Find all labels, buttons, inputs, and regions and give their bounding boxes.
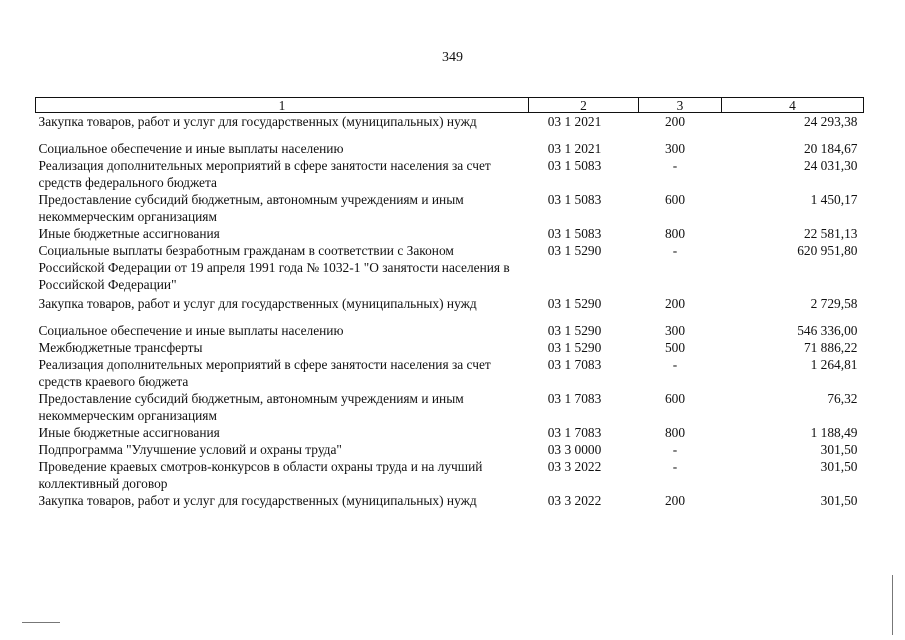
column-header-3: 3	[639, 98, 722, 113]
row-amount: 76,32	[827, 391, 858, 406]
row-name: Закупка товаров, работ и услуг для государственных (муниципальных) нужд	[38, 296, 477, 311]
row-code: 03 3 0000	[547, 442, 602, 457]
row-amount: 1 188,49	[810, 425, 858, 440]
row-code: 03 1 7083	[547, 391, 602, 406]
row-code: 03 1 2021	[547, 114, 602, 129]
row-code: 03 1 5083	[547, 158, 602, 173]
row-name: Предоставление субсидий бюджетным, автономным учреждениям и иным некоммерческим организациям	[38, 391, 464, 423]
column-header-2: 2	[529, 98, 639, 113]
table-row	[36, 191, 864, 225]
row-amount: 2 729,58	[810, 296, 858, 311]
table-row	[36, 390, 864, 424]
row-code: 03 1 7083	[547, 357, 602, 372]
row-amount: 20 184,67	[803, 141, 858, 156]
row-code: 03 3 2022	[547, 493, 602, 508]
row-type: -	[672, 357, 678, 372]
budget-table	[35, 97, 864, 509]
table-row	[36, 339, 864, 356]
table-row	[36, 424, 864, 441]
row-name: Проведение краевых смотров-конкурсов в области охраны труда и на лучший коллективный договор	[38, 459, 483, 491]
row-type: 600	[664, 391, 686, 406]
row-code: 03 1 7083	[547, 425, 602, 440]
row-name: Закупка товаров, работ и услуг для государственных (муниципальных) нужд	[38, 493, 477, 508]
row-name: Социальные выплаты безработным гражданам в соответствии с Законом Российской Федерации от 19 апреля 1991 года № 1032-1 "О занятости населения в Российской Федерации"	[38, 243, 510, 292]
row-type: -	[672, 459, 678, 474]
row-type: 800	[664, 226, 686, 241]
table-row	[36, 113, 864, 141]
row-type: 200	[664, 114, 686, 129]
row-name: Предоставление субсидий бюджетным, автономным учреждениям и иным некоммерческим организациям	[38, 192, 464, 224]
row-type: 200	[664, 493, 686, 508]
page-number: 349	[442, 50, 463, 65]
table-row	[36, 295, 864, 322]
row-code: 03 1 5083	[547, 226, 602, 241]
row-code: 03 1 5290	[547, 296, 602, 311]
row-type: -	[672, 158, 678, 173]
row-amount: 301,50	[820, 459, 858, 474]
row-code: 03 1 2021	[547, 141, 602, 156]
table-row	[36, 441, 864, 458]
row-type: 300	[664, 323, 686, 338]
row-name: Иные бюджетные ассигнования	[38, 425, 220, 440]
table-row	[36, 458, 864, 492]
row-name: Реализация дополнительных мероприятий в сфере занятости населения за счет средств федерального бюджета	[38, 158, 491, 190]
row-amount: 71 886,22	[803, 340, 858, 355]
row-type: -	[672, 442, 678, 457]
row-type: 600	[664, 192, 686, 207]
column-header-4: 4	[722, 98, 864, 113]
row-type: 200	[664, 296, 686, 311]
table-row	[36, 492, 864, 509]
row-amount: 546 336,00	[797, 323, 858, 338]
table-row	[36, 225, 864, 242]
row-amount: 620 951,80	[797, 243, 858, 258]
row-type: 500	[664, 340, 686, 355]
table-row	[36, 140, 864, 157]
row-amount: 22 581,13	[803, 226, 858, 241]
row-name: Межбюджетные трансферты	[38, 340, 203, 355]
row-code: 03 1 5290	[547, 340, 602, 355]
column-header-1: 1	[36, 98, 529, 113]
row-code: 03 1 5290	[547, 243, 602, 258]
row-type: 300	[664, 141, 686, 156]
table-row	[36, 242, 864, 295]
row-amount: 301,50	[820, 442, 858, 457]
row-type: 800	[664, 425, 686, 440]
row-amount: 1 450,17	[810, 192, 858, 207]
row-name: Закупка товаров, работ и услуг для государственных (муниципальных) нужд	[38, 114, 477, 129]
table-row	[36, 356, 864, 390]
row-name: Социальное обеспечение и иные выплаты населению	[38, 323, 344, 338]
table-row	[36, 322, 864, 339]
row-code: 03 1 5290	[547, 323, 602, 338]
row-amount: 1 264,81	[810, 357, 858, 372]
row-amount: 301,50	[820, 493, 858, 508]
row-name: Подпрограмма "Улучшение условий и охраны труда"	[38, 442, 342, 457]
table-header-row	[36, 98, 864, 113]
scan-artifact-line	[22, 622, 60, 623]
row-name: Реализация дополнительных мероприятий в сфере занятости населения за счет средств краевого бюджета	[38, 357, 491, 389]
row-code: 03 1 5083	[547, 192, 602, 207]
row-amount: 24 293,38	[803, 114, 858, 129]
row-type: -	[672, 243, 678, 258]
row-name: Социальное обеспечение и иные выплаты населению	[38, 141, 344, 156]
row-amount: 24 031,30	[803, 158, 858, 173]
row-name: Иные бюджетные ассигнования	[38, 226, 220, 241]
table-row	[36, 157, 864, 191]
scan-edge-line	[892, 575, 893, 635]
row-code: 03 3 2022	[547, 459, 602, 474]
